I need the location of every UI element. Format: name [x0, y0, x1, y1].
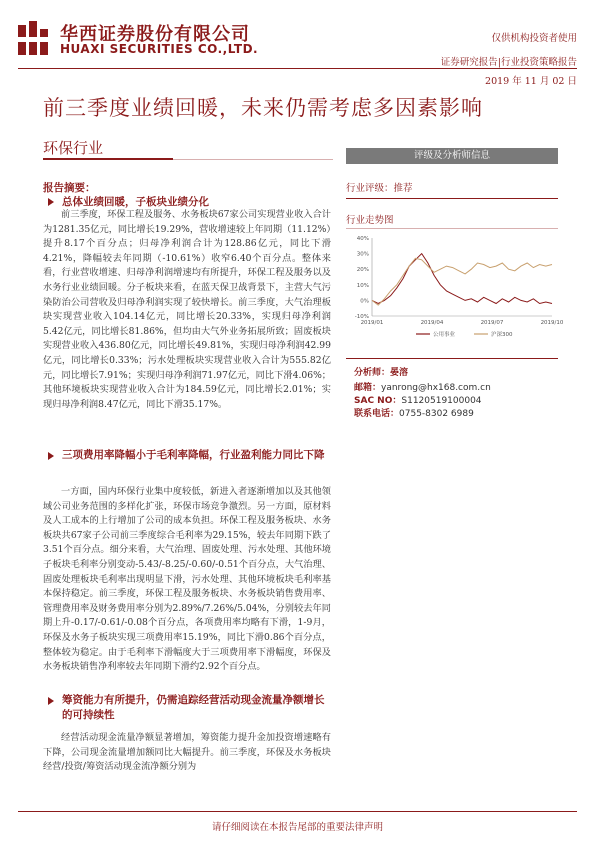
series-line-1	[372, 254, 552, 304]
section-paragraph-2: 一方面，国内环保行业集中度较低，新进入者逐渐增加以及其他领域公司业务范围的多样化扩张，环保市场竞争激烈。另一方面，原材料及人工成本的上行增加了公司的成本负担。环保工程及服务板块、水务板块共67家子公司前三季度综合毛利率为29.15%，较去年同期下跌了3.51个百分点。细分来看，大气治理、固废处理、污水处理、其他环境子板块毛利率分别变动-5.43/-8.25/-0.60/-0.51个百分点，大气治理、固废处理板块毛利率出现明显下滑，污水处理、其他环境板块毛利率基本保持稳定。前三季度，环保工程及服务板块、水务板块销售费用率、管理费用率及财务费用率分别为2.89%/7.26%/5.04%，分别较去年同期上升-0.17/-0.61/-0.08个百分点，各项费用率均略有下滑，1-9月，环保及水务子板块实现三项费用率15.19%，同比下滑0.86个百分点，整体较为稳定。由于毛利率下滑幅度大于三项费用率下滑幅度，环保及水务板块销售净利率较去年同期下滑约2.92个百分点。	[43, 486, 331, 673]
legal-notice: 请仔细阅读在本报告尾部的重要法律声明	[211, 822, 383, 833]
report-type: 证券研究报告|行业投资策略报告	[440, 57, 577, 68]
series-line-2	[372, 258, 552, 305]
analyst-name: 晏溶	[390, 368, 409, 378]
section-heading-2: 三项费用率降幅小于毛利率降幅，行业盈利能力同比下降	[62, 449, 325, 461]
y-tick-label: 10%	[356, 282, 369, 289]
y-tick-label: 20%	[356, 267, 369, 274]
x-tick-label: 2019/01	[360, 320, 384, 326]
rating-value: 推荐	[393, 183, 413, 194]
footer-divider	[18, 811, 577, 812]
section-paragraph-3: 经营活动现金流量净额显著增加，筹资能力提升金加投资增速略有下降，公司现金流量增加额同比大幅提升。前三季度，环保及水务板块经营/投资/筹资活动现金流净额分别为	[43, 732, 331, 773]
y-tick-label: 0%	[360, 298, 369, 305]
bullet-arrow-icon	[48, 198, 54, 206]
bullet-arrow-icon	[48, 452, 54, 460]
y-tick-label: 30%	[356, 251, 369, 258]
sidebar-header: 评级及分析师信息	[346, 148, 558, 164]
chart-divider	[346, 228, 558, 229]
logo-icon	[18, 21, 48, 57]
analyst-divider	[346, 358, 558, 359]
section-heading-1: 总体业绩回暖，子板块业绩分化	[62, 196, 209, 208]
phone-label: 联系电话：	[354, 409, 400, 419]
rating-label: 行业评级：	[346, 183, 394, 194]
analyst-line	[354, 365, 408, 378]
chart-label: 行业走势图	[346, 215, 394, 226]
sac-value: S1120519100004	[401, 396, 482, 406]
summary-label: 报告摘要：	[43, 182, 96, 194]
industry-underline	[43, 158, 173, 160]
phone-value: 0755-8302 6989	[399, 409, 474, 419]
report-title: 前三季度业绩回暖，未来仍需考虑多因素影响	[43, 96, 483, 120]
audience-note: 仅供机构投资者使用	[491, 33, 577, 44]
sidebar-divider	[346, 198, 558, 199]
industry-trend-chart	[346, 232, 564, 350]
industry-rating	[346, 176, 413, 195]
report-date: 2019 年 11 月 02 日	[485, 76, 577, 87]
header-divider	[18, 68, 577, 69]
y-tick-label: 40%	[356, 236, 369, 242]
bullet-arrow-icon	[48, 697, 54, 705]
company-name-en: HUAXI SECURITIES CO.,LTD.	[60, 42, 259, 56]
email-value[interactable]: yanrong@hx168.com.cn	[381, 383, 491, 393]
section-paragraph-1: 前三季度，环保工程及服务、水务板块67家公司实现营业收入合计为1281.35亿元，同比增长19.29%，营收增速较上年同期（11.12%）提升8.17个百分点；归母净利润合计为128.86亿元，同比下滑4.21%，降幅较去年同期（-10.61%）收窄6.40个百分点。整体来看，行业营收增速、归母净利润增速均有所提升，环保工程及服务以及水务行业业绩回暖。分子板块来看，在蓝天保卫战背景下，主营大气污染防治公司营收及归母净利润实现了较快增长。前三季度，大气治理板块实现营业收入104.14亿元，同比增长20.33%，实现归母净利润5.42亿元，同比增长81.86%，但均由大气外业务拓展所致；固废板块实现营业收入436.80亿元，同比增长49.81%，实现归母净利润42.99亿元，同比增长0.33%；污水处理板块实现营业收入合计为555.82亿元，同比增长7.91%；实现归母净利润71.97亿元，同比下滑4.06%；其他环境板块实现营业收入合计为184.59亿元，同比增长2.01%；实现归母净利润8.47亿元，同比下滑35.17%。	[43, 209, 331, 410]
industry-underline-light	[173, 159, 333, 160]
analyst-sidebar	[346, 148, 558, 226]
sac-label: SAC NO：	[354, 396, 402, 406]
legend-label: 沪深300	[491, 332, 513, 338]
section-heading-3: 筹资能力有所提升，仍需追踪经营活动现金流量净额增长的可持续性	[62, 694, 325, 721]
legend-label: 公用事业	[433, 332, 456, 338]
company-name-cn: 华西证券股份有限公司	[60, 24, 250, 45]
industry-label: 环保行业	[43, 139, 104, 157]
x-tick-label: 2019/07	[480, 320, 504, 326]
x-tick-label: 2019/04	[420, 320, 444, 326]
x-tick-label: 2019/10	[540, 320, 564, 326]
y-tick-label: -10%	[354, 314, 369, 320]
email-line	[354, 380, 491, 393]
sac-line	[354, 393, 482, 406]
phone-line	[354, 406, 474, 419]
analyst-label: 分析师：	[354, 368, 391, 378]
email-label: 邮箱：	[354, 383, 382, 393]
